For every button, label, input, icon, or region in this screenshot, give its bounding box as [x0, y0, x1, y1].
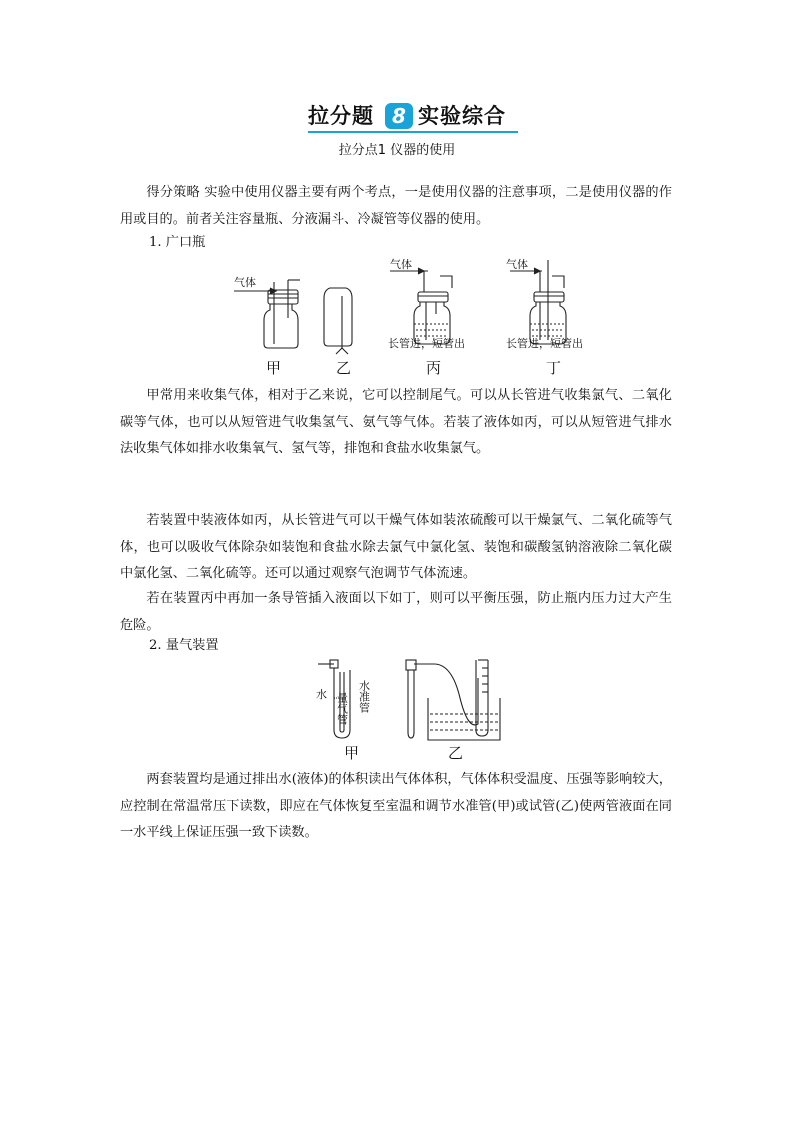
- title-prefix: 拉分题: [308, 104, 374, 128]
- gas-tube-label: 量气管: [335, 692, 349, 725]
- fig2-label-yi: 乙: [448, 744, 464, 762]
- section1-paragraph-3: 若在装置丙中再加一条导管插入液面以下如丁，则可以平衡压强，防止瓶内压力过大产生危险。: [120, 591, 672, 633]
- label-ding: 丁: [546, 359, 562, 377]
- title-main: 实验综合: [418, 104, 506, 128]
- title-number-badge: 8: [385, 103, 413, 129]
- wide-mouth-bottle-figure: [230, 258, 610, 378]
- caption-ding: 长管进，短管出: [506, 337, 583, 350]
- level-tube-label: 水准管: [357, 680, 371, 713]
- section1-paragraph-2: 若装置中装液体如丙，从长管进气可以干燥气体如装浓硫酸可以干燥氯气、二氧化硫等气体，也可以吸收气体除杂如装饱和食盐水除去氯气中氯化氢、装饱和碳酸氢钠溶液除二氧化碳中氯化氢、二氧化硫等。还可以通过观察气泡调节气体流速。: [120, 513, 672, 581]
- water-label: 水: [316, 688, 327, 701]
- intro-paragraph: 得分策略 实验中使用仪器主要有两个考点，一是使用仪器的注意事项，二是使用仪器的作用或目的。前者关注容量瓶、分液漏斗、冷凝管等仪器的使用。: [120, 185, 672, 227]
- subtitle: 拉分点1 仪器的使用: [338, 143, 456, 158]
- fig2-label-jia: 甲: [344, 744, 360, 762]
- title-underline: [308, 131, 518, 133]
- gas-label-bing: 气体: [390, 258, 412, 271]
- section2-paragraph: 两套装置均是通过排出水(液体)的体积读出气体体积，气体体积受温度、压强等影响较大，应控制在常温常压下读数，即应在气体恢复至室温和调节水准管(甲)或试管(乙)使两管液面在同一水平线上保证压强一致下读数。: [120, 772, 672, 840]
- gas-measuring-figure: [310, 658, 510, 766]
- label-jia: 甲: [266, 359, 282, 377]
- gas-label-jia: 气体: [234, 276, 256, 289]
- section1-paragraph-1: 甲常用来收集气体，相对于乙来说，它可以控制尾气。可以从长管进气收集氯气、二氧化碳等气体，也可以从短管进气收集氢气、氨气等气体。若装了液体如丙，可以从短管进气排水法收集气体如排水收集氧气、氢气等，排饱和食盐水收集氯气。: [120, 388, 672, 456]
- caption-bing: 长管进，短管出: [388, 337, 465, 350]
- label-yi: 乙: [336, 359, 352, 377]
- section1-heading: 1. 广口瓶: [149, 235, 206, 250]
- page-title: [308, 101, 520, 133]
- label-bing: 丙: [426, 359, 442, 377]
- gas-label-ding: 气体: [506, 258, 528, 271]
- section2-heading: 2. 量气装置: [149, 638, 219, 653]
